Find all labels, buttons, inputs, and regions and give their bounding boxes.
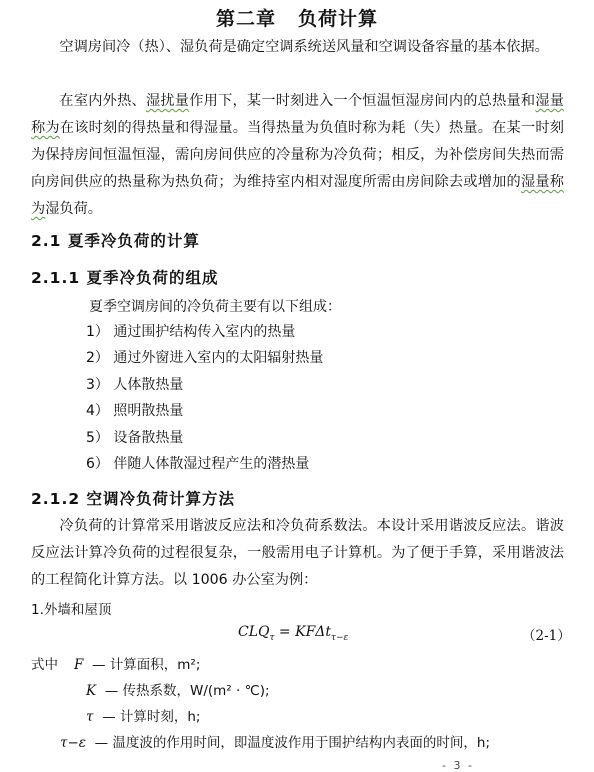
definition-symbol: K — [86, 683, 97, 699]
section-heading-2-1-1: 2.1.1 夏季冷负荷的组成 — [31, 269, 219, 287]
grammar-flag: 湿量称为 — [31, 93, 564, 136]
formula — [238, 624, 348, 643]
text-run: 湿负荷。 — [45, 201, 102, 217]
list-item: 3） 人体散热量 — [86, 376, 184, 393]
chapter-name: 负荷计算 — [298, 8, 379, 30]
section-heading-2-1: 2.1 夏季冷负荷的计算 — [31, 232, 200, 250]
definition-row — [31, 653, 200, 673]
definition-row — [60, 731, 490, 751]
definition-text: — 传热系数，W/(m² · ℃); — [104, 683, 270, 699]
grammar-flag: 湿扰量 — [145, 93, 190, 109]
list-item: 1） 通过围护结构传入室内的热量 — [86, 324, 296, 340]
definition-symbol: F — [74, 657, 84, 673]
chapter-title — [0, 4, 594, 31]
text-run: 在该时刻的得热量和得湿量。当得热量为负值时称为耗（失）热量。在某一时刻为保持房间恒温恒湿，需向房间供应的冷量称为冷负荷；相反，为补偿房间失热而需向房间供应的热量称为热负荷；为维持室内相对湿度所需由房间除去或增加的 — [31, 120, 564, 190]
definition-symbol: τ — [86, 709, 94, 725]
definition-row — [86, 705, 200, 725]
chapter-number: 第二章 — [215, 8, 276, 30]
definition-text: — 计算时刻，h; — [102, 709, 201, 725]
page-number: - 3 - — [442, 759, 474, 772]
definition-paragraph — [31, 88, 564, 223]
grammar-flag: 湿量称为 — [31, 174, 564, 217]
list-item: 4） 照明散热量 — [86, 403, 184, 420]
definition-text: — 温度波的作用时间，即温度波作用于围护结构内表面的时间，h; — [94, 735, 491, 751]
list-item: 5） 设备散热量 — [86, 429, 184, 446]
definition-row — [86, 679, 270, 699]
text-run: 在室内外热、 — [59, 93, 146, 109]
subitem-heading: 1.外墙和屋顶 — [31, 602, 112, 618]
list-item: 2） 通过外窗进入室内的太阳辐射热量 — [86, 350, 324, 367]
list-item: 6） 伴随人体散湿过程产生的潜热量 — [86, 455, 310, 472]
formula-rhs-subscript: τ−ε — [331, 632, 349, 643]
composition-intro: 夏季空调房间的冷负荷主要有以下组成： — [89, 299, 341, 315]
formula-lhs-subscript: τ — [269, 632, 275, 643]
section-heading-2-1-2: 2.1.2 空调冷负荷计算方法 — [31, 490, 236, 508]
formula-lhs: CLQ — [238, 624, 270, 640]
definition-lead: 式中 — [31, 657, 58, 673]
definition-symbol: τ−ε — [60, 735, 87, 751]
intro-paragraph: 空调房间冷（热）、湿负荷是确定空调系统送风量和空调设备容量的基本依据。 — [59, 39, 549, 55]
equation-number: （2-1） — [522, 628, 571, 644]
method-paragraph: 冷负荷的计算常采用谐波反应法和冷负荷系数法。本设计采用谐波反应法。谐波反应法计算冷负荷的过程很复杂，一般需用电子计算机。为了便于手算，采用谐波法的工程简化计算方法。以 1006 办公室为例： — [31, 518, 564, 588]
formula-rhs: = KFΔt — [274, 624, 332, 640]
composition-list — [86, 322, 323, 480]
text-run: 作用下，某一时刻进入一个恒温恒湿房间内的总热量和 — [189, 93, 536, 109]
definition-text: — 计算面积，m²; — [91, 657, 201, 673]
